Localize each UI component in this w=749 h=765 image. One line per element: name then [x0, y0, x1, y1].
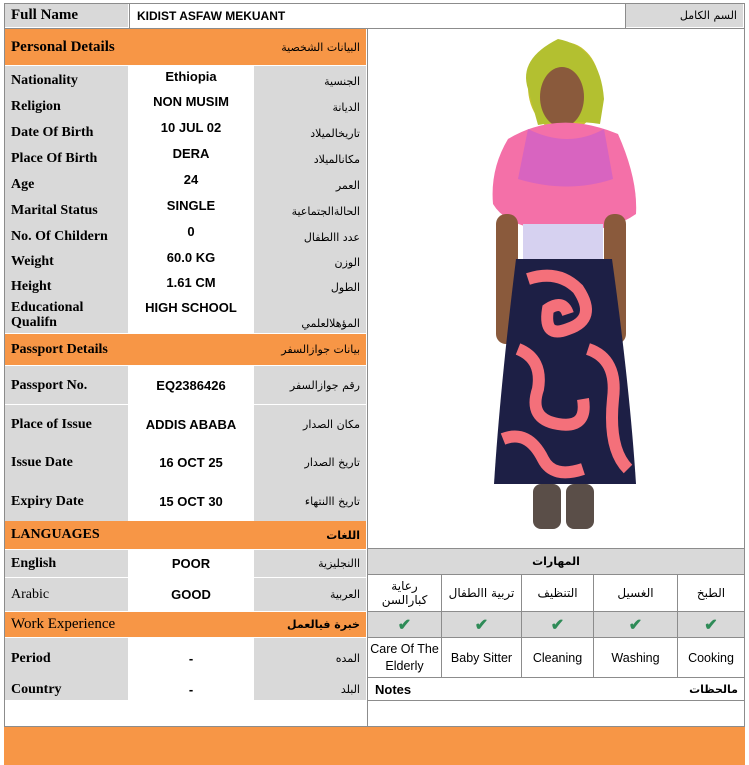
personal-label-ar-0: الجنسية	[254, 66, 366, 91]
personal-label-1: Religion	[4, 91, 128, 117]
notes-label-ar: مالحظات	[689, 682, 738, 696]
skill-title-ar-1: تربية االطفال	[448, 586, 515, 600]
divider	[593, 574, 594, 678]
passport-details-title: Passport Details	[11, 341, 108, 357]
personal-value-3: DERA	[172, 146, 210, 161]
work-experience-title-ar: خبرة فيالعمل	[287, 618, 360, 631]
skill-title-en-2: Cleaning	[532, 650, 583, 665]
full-name-ar: السم الكامل	[626, 4, 743, 27]
personal-label-5: Marital Status	[4, 195, 128, 221]
personal-label-ar-1: الديانة	[254, 91, 366, 117]
personal-label-3: Place Of Birth	[4, 143, 128, 169]
personal-value-5: SINGLE	[166, 198, 216, 213]
personal-label-8: Height	[4, 272, 128, 297]
passport-value-2: 16 OCT 25	[159, 454, 223, 470]
work-experience-title: Work Experience	[11, 616, 116, 632]
divider	[368, 637, 745, 638]
skill-title-en-0: Care Of The Elderly	[370, 642, 439, 673]
divider	[4, 3, 745, 4]
divider	[367, 28, 368, 727]
personal-value-7: 60.0 KG	[166, 250, 216, 265]
personal-label-0: Nationality	[4, 66, 128, 91]
check-icon: ✔	[522, 612, 593, 637]
personal-label-ar-8: الطول	[254, 272, 366, 297]
passport-value-3: 15 OCT 30	[159, 493, 223, 509]
skills-title: المهارات	[368, 549, 744, 574]
personal-label-6: No. Of Childern	[4, 221, 128, 247]
check-icon: ✔	[442, 612, 521, 637]
skill-title-en-3: Washing	[611, 650, 660, 665]
personal-label-ar-4: العمر	[254, 169, 366, 195]
divider	[368, 574, 745, 575]
divider	[441, 574, 442, 678]
check-icon: ✔	[368, 612, 441, 637]
personal-label-9: Educational Qualifn	[4, 297, 128, 333]
personal-value-8: 1.61 CM	[166, 275, 216, 290]
personal-label-ar-7: الوزن	[254, 247, 366, 272]
languages-label-ar-0: االنجليزية	[254, 550, 366, 577]
personal-label-ar-5: الحالةالجتماعية	[254, 195, 366, 221]
passport-label-ar-2: تاريخ الصدار	[254, 443, 366, 481]
personal-label-4: Age	[4, 169, 128, 195]
personal-label-ar-9: المؤهلالعلمي	[254, 297, 366, 333]
work-label-1: Country	[4, 678, 128, 700]
languages-title-ar: اللغات	[326, 528, 360, 542]
notes-label: Notes	[375, 681, 412, 697]
divider	[677, 574, 678, 678]
languages-label-1: Arabic	[4, 578, 128, 611]
check-icon: ✔	[678, 612, 744, 637]
passport-value-1: ADDIS ABABA	[145, 416, 237, 432]
candidate-photo	[368, 29, 744, 548]
skill-title-en-4: Cooking	[688, 650, 734, 665]
work-label-ar-1: البلد	[254, 678, 366, 700]
languages-label-0: English	[4, 550, 128, 577]
work-value-1: -	[188, 681, 194, 697]
full-name-label: Full Name	[4, 4, 128, 27]
passport-label-1: Place of Issue	[4, 405, 128, 443]
divider	[4, 3, 5, 727]
passport-label-ar-1: مكان الصدار	[254, 405, 366, 443]
work-value-0: -	[188, 650, 194, 666]
divider	[521, 574, 522, 678]
skill-title-ar-3: الغسيل	[617, 586, 654, 600]
person-figure	[368, 29, 744, 548]
check-icon: ✔	[594, 612, 677, 637]
passport-label-ar-3: تاريخ االنتهاء	[254, 481, 366, 521]
work-label-0: Period	[4, 638, 128, 678]
footer-band	[4, 727, 745, 765]
divider	[368, 677, 745, 678]
skill-title-ar-2: التنظيف	[537, 586, 578, 600]
divider	[4, 28, 745, 29]
divider	[744, 3, 745, 727]
passport-label-ar-0: رقم جوازالسفر	[254, 366, 366, 404]
personal-value-4: 24	[183, 172, 199, 187]
personal-details-title: Personal Details	[11, 38, 115, 55]
languages-value-1: GOOD	[171, 587, 211, 602]
personal-value-0: Ethiopia	[165, 69, 217, 84]
personal-value-2: 10 JUL 02	[160, 120, 222, 135]
personal-value-6: 0	[187, 224, 195, 239]
skill-title-ar-0: رعاية كبارالسن	[381, 579, 428, 607]
passport-label-3: Expiry Date	[4, 481, 128, 521]
divider	[368, 700, 745, 701]
divider	[625, 3, 626, 28]
languages-value-0: POOR	[171, 556, 211, 571]
divider	[368, 548, 745, 549]
personal-value-9: HIGH SCHOOL	[145, 300, 237, 315]
skill-title-en-1: Baby Sitter	[450, 650, 513, 665]
notes-area	[368, 700, 744, 726]
personal-details-title-ar: البيانات الشخصية	[281, 40, 360, 54]
personal-label-2: Date Of Birth	[4, 117, 128, 143]
personal-label-ar-2: تاريخالميلاد	[254, 117, 366, 143]
personal-label-ar-6: عدد االطفال	[254, 221, 366, 247]
passport-label-0: Passport No.	[4, 366, 128, 404]
work-label-ar-0: المده	[254, 638, 366, 678]
languages-label-ar-1: العربية	[254, 578, 366, 611]
divider	[4, 726, 745, 727]
skill-title-ar-4: الطبخ	[696, 586, 726, 600]
divider	[129, 3, 130, 28]
passport-value-0: EQ2386426	[156, 377, 226, 393]
personal-label-ar-3: مكانالميلاد	[254, 143, 366, 169]
divider	[368, 611, 745, 612]
passport-label-2: Issue Date	[4, 443, 128, 481]
passport-details-title-ar: بيانات جوازالسفر	[281, 343, 360, 356]
personal-value-1: NON MUSIM	[153, 94, 229, 109]
full-name-value: KIDIST ASFAW MEKUANT	[137, 8, 286, 23]
personal-label-7: Weight	[4, 247, 128, 272]
languages-title: LANGUAGES	[11, 527, 100, 542]
